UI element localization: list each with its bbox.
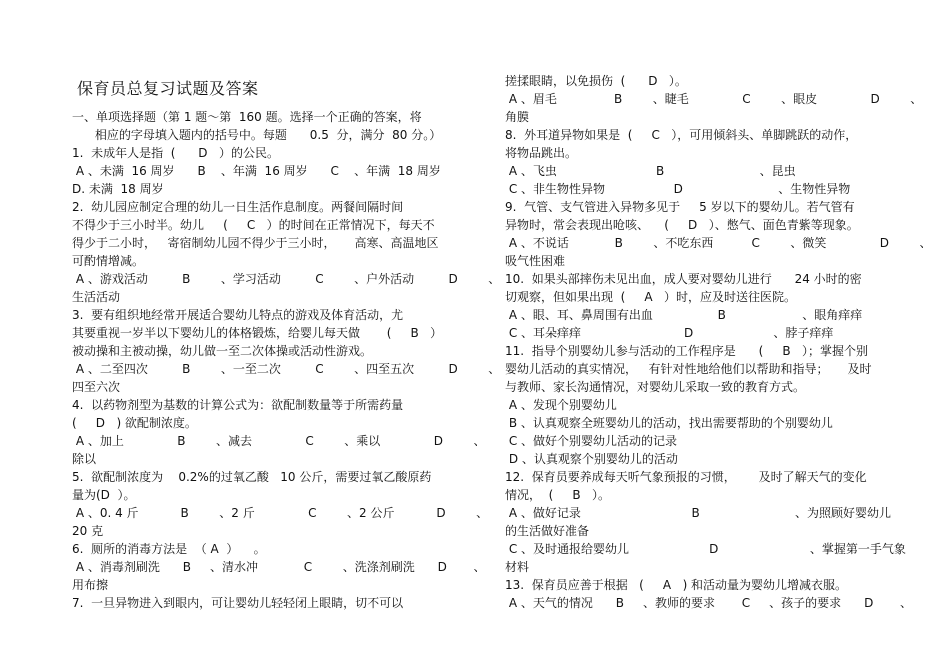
question-12-option-b-cont: 的生活做好准备 [505,524,590,538]
question-11-option-d: D 、认真观察个别婴幼儿的活动 [505,452,678,466]
question-1-option-d: D. 未满 18 周岁 [72,182,164,196]
question-6-option-d: 用布擦 [72,578,109,592]
question-2: 2. 幼儿园应制定合理的幼儿一日生活作息制度。两餐间隔时间 [72,200,404,214]
question-7-options: A 、眉毛 B 、睫毛 C 、眼皮 D 、 [505,92,923,106]
question-9-options: A 、不说话 B 、不吃东西 C 、微笑 D 、 [505,236,932,250]
question-11-option-b: B 、认真观察全班婴幼儿的活动，找出需要帮助的个别婴幼儿 [505,416,833,430]
question-2-option-d: 生活活动 [72,290,121,304]
question-12-options-ab: A 、做好记录 B 、为照顾好婴幼儿 [505,506,892,520]
question-2-line-2: 不得少于三小时半。幼儿 ( C ）的时间在正常情况下，每天不 [72,218,435,232]
question-2-line-3: 得少于二小时， 寄宿制幼儿园不得少于三小时， 高寒、高温地区 [72,236,439,250]
question-8: 8. 外耳道异物如果是 ( C ），可用倾斜头、单脚跳跃的动作， [505,128,858,142]
question-1-options: A 、未满 16 周岁 B 、年满 16 周岁 C 、年满 18 周岁 [72,164,441,178]
question-7: 7. 一旦异物进入到眼内，可让婴幼儿轻轻闭上眼睛，切不可以 [72,596,404,610]
question-2-options: A 、游戏活动 B 、学习活动 C 、户外活动 D 、 [72,272,501,286]
question-10: 10. 如果头部摔伤未见出血，成人要对婴幼儿进行 24 小时的密 [505,272,862,286]
question-6: 6. 厕所的消毒方法是 （ A ） 。 [72,542,266,556]
question-10-line-2: 切观察，但如果出现 ( A ）时，应及时送往医院。 [505,290,797,304]
question-12-line-2: 情况， ( B ）。 [505,488,611,502]
question-9-option-d: 吸气性困难 [505,254,566,268]
question-5-options: A 、0. 4 斤 B 、2 斤 C 、2 公斤 D 、 [72,506,489,520]
question-11-option-c: C 、做好个别婴幼儿活动的记录 [505,434,678,448]
question-12-options-cd: C 、及时通报给婴幼儿 D 、掌握第一手气象 [505,542,906,556]
question-13-options: A 、天气的情况 B 、教师的要求 C 、孩子的要求 D 、 [505,596,913,610]
question-10-options-cd: C 、耳朵痒痒 D 、脖子痒痒 [505,326,834,340]
question-12: 12. 保育员要养成每天听气象预报的习惯， 及时了解天气的变化 [505,470,867,484]
question-8-line-2: 将物品跳出。 [505,146,578,160]
page-title: 保育员总复习试题及答案 [77,79,259,98]
question-3-option-d: 四至六次 [72,380,121,394]
question-9-line-2: 异物时，常会表现出呛咳、 ( D ）、憋气、面色青紫等现象。 [505,218,859,232]
question-11-line-2: 婴幼儿活动的真实情况， 有针对性地给他们以帮助和指导； 及时 [505,362,872,376]
question-5-line-2: 量为(D ）。 [72,488,136,502]
question-6-options: A 、消毒剂刷洗 B 、清水冲 C 、洗涤剂刷洗 D 、 [72,560,486,574]
question-4-line-2: ( D ) 欲配制浓度。 [72,416,197,430]
question-5-option-d: 20 克 [72,524,104,538]
question-3-options: A 、二至四次 B 、一至二次 C 、四至五次 D 、 [72,362,501,376]
question-11-option-a: A 、发现个别婴幼儿 [505,398,617,412]
question-13: 13. 保育员应善于根据 ( A ) 和活动量为婴幼儿增减衣服。 [505,578,848,592]
question-7-line-2: 搓揉眼睛，以免损伤 ( D ）。 [505,74,687,88]
section-instructions: 相应的字母填入题内的括号中。每题 0.5 分，满分 80 分。） [72,128,442,142]
question-8-options-ab: A 、飞虫 B 、昆虫 [505,164,796,178]
question-1: 1. 未成年人是指 ( D ）的公民。 [72,146,279,160]
question-5: 5. 欲配制浓度为 0.2%的过氧乙酸 10 公斤，需要过氧乙酸原药 [72,470,432,484]
question-8-options-cd: C 、非生物性异物 D 、生物性异物 [505,182,851,196]
question-4: 4. 以药物剂型为基数的计算公式为：欲配制数量等于所需药量 [72,398,404,412]
question-7-option-d: 角膜 [505,110,530,124]
question-3-line-3: 被动操和主被动操，幼儿做一至二次体操或活动性游戏。 [72,344,373,358]
question-4-option-d: 除以 [72,452,97,466]
question-9: 9. 气管、支气管进入异物多见于 5 岁以下的婴幼儿。若气管有 [505,200,855,214]
section-heading: 一、单项选择题（第 1 题～第 160 题。选择一个正确的答案，将 [72,110,422,124]
question-11: 11. 指导个别婴幼儿参与活动的工作程序是 ( B ）；掌握个别 [505,344,869,358]
question-12-option-d-cont: 材料 [505,560,530,574]
question-2-line-4: 可酌情增减。 [72,254,145,268]
question-10-options-ab: A 、眼、耳、鼻周围有出血 B 、眼角痒痒 [505,308,863,322]
question-4-options: A 、加上 B 、减去 C 、乘以 D 、 [72,434,486,448]
question-3: 3. 要有组织地经常开展适合婴幼儿特点的游戏及体育活动，尤 [72,308,404,322]
question-11-line-3: 与教师、家长沟通情况，对婴幼儿采取一致的教育方式。 [505,380,806,394]
question-3-line-2: 其要重视一岁半以下婴幼儿的体格锻炼，给婴儿每天做 ( B ） [72,326,443,340]
